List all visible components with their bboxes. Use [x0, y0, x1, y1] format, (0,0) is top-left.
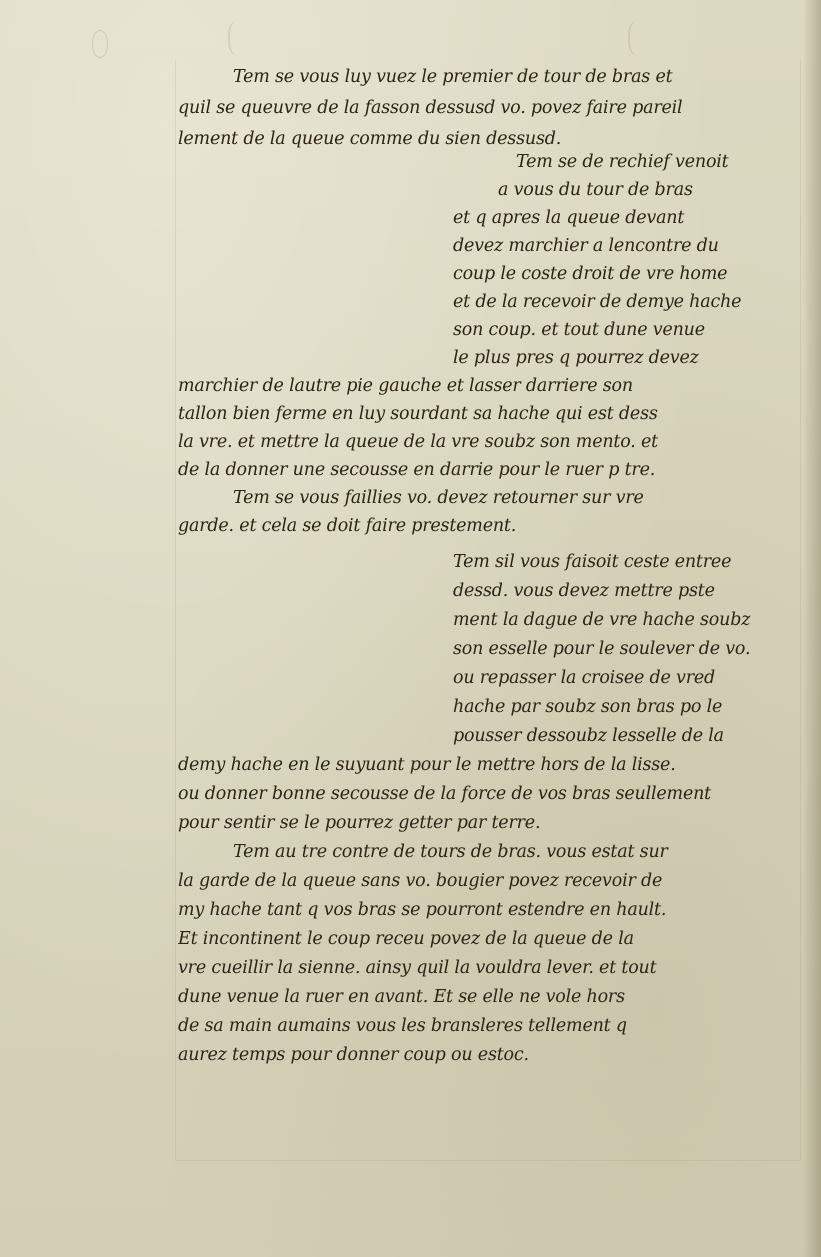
ghost-letter-mark: [228, 20, 252, 56]
text-line: de sa main aumains vous les bransleres tellement q: [178, 1016, 627, 1036]
text-line: pousser dessoubz lesselle de la: [453, 726, 724, 746]
text-line: Tem se de rechief venoit: [516, 152, 729, 172]
text-line: ou donner bonne secousse de la force de vos bras seullement: [178, 784, 712, 804]
paragraph-2: [178, 148, 793, 540]
text-line: dessd. vous devez mettre pste: [453, 581, 715, 601]
text-line: Tem se vous luy vuez le premier de tour de bras et: [233, 67, 673, 87]
text-line: Tem au tre contre de tours de bras. vous estat sur: [233, 842, 668, 862]
ghost-letter-mark: [628, 20, 652, 56]
text-line: et q apres la queue devant: [453, 208, 685, 228]
text-line: garde. et cela se doit faire prestement.: [178, 516, 517, 536]
text-line: a vous du tour de bras: [498, 180, 693, 200]
paragraph-4: [178, 548, 793, 1070]
text-line: demy hache en le suyuant pour le mettre hors de la lisse.: [178, 755, 676, 775]
text-line: devez marchier a lencontre du: [453, 236, 719, 256]
ruling-line-left: [175, 60, 176, 1160]
text-line: Tem sil vous faisoit ceste entree: [453, 552, 732, 572]
text-line: aurez temps pour donner coup ou estoc.: [178, 1045, 529, 1065]
paragraph-1: [178, 62, 793, 155]
text-line: coup le coste droit de vre home: [453, 264, 728, 284]
folio-mark: [92, 30, 108, 58]
text-line: de la donner une secousse en darrie pour le ruer p tre.: [178, 460, 656, 480]
text-line: vre cueillir la sienne. ainsy quil la vouldra lever. et tout: [178, 958, 657, 978]
text-line: son esselle pour le soulever de vo.: [453, 639, 751, 659]
text-line: Et incontinent le coup receu povez de la queue de la: [178, 929, 634, 949]
text-line: pour sentir se le pourrez getter par terre.: [178, 813, 541, 833]
text-line: dune venue la ruer en avant. Et se elle ne vole hors: [178, 987, 625, 1007]
text-line: la vre. et mettre la queue de la vre soubz son mento. et: [178, 432, 658, 452]
text-line: Tem se vous faillies vo. devez retourner sur vre: [233, 488, 644, 508]
text-line: le plus pres q pourrez devez: [453, 348, 699, 368]
text-line: lement de la queue comme du sien dessusd.: [178, 129, 562, 149]
ruling-line-bottom: [175, 1160, 800, 1161]
text-line: son coup. et tout dune venue: [453, 320, 705, 340]
text-line: quil se queuvre de la fasson dessusd vo. povez faire pareil: [178, 98, 683, 118]
ruling-line-right: [800, 60, 801, 1160]
text-line: hache par soubz son bras po le: [453, 697, 723, 717]
text-line: ment la dague de vre hache soubz: [453, 610, 751, 630]
text-line: et de la recevoir de demye hache: [453, 292, 742, 312]
text-line: tallon bien ferme en luy sourdant sa hache qui est dess: [178, 404, 658, 424]
text-line: ou repasser la croisee de vred: [453, 668, 716, 688]
page-gutter-shadow: [803, 0, 821, 1257]
text-line: la garde de la queue sans vo. bougier povez recevoir de: [178, 871, 663, 891]
text-line: marchier de lautre pie gauche et lasser darriere son: [178, 376, 633, 396]
text-line: my hache tant q vos bras se pourront estendre en hault.: [178, 900, 667, 920]
